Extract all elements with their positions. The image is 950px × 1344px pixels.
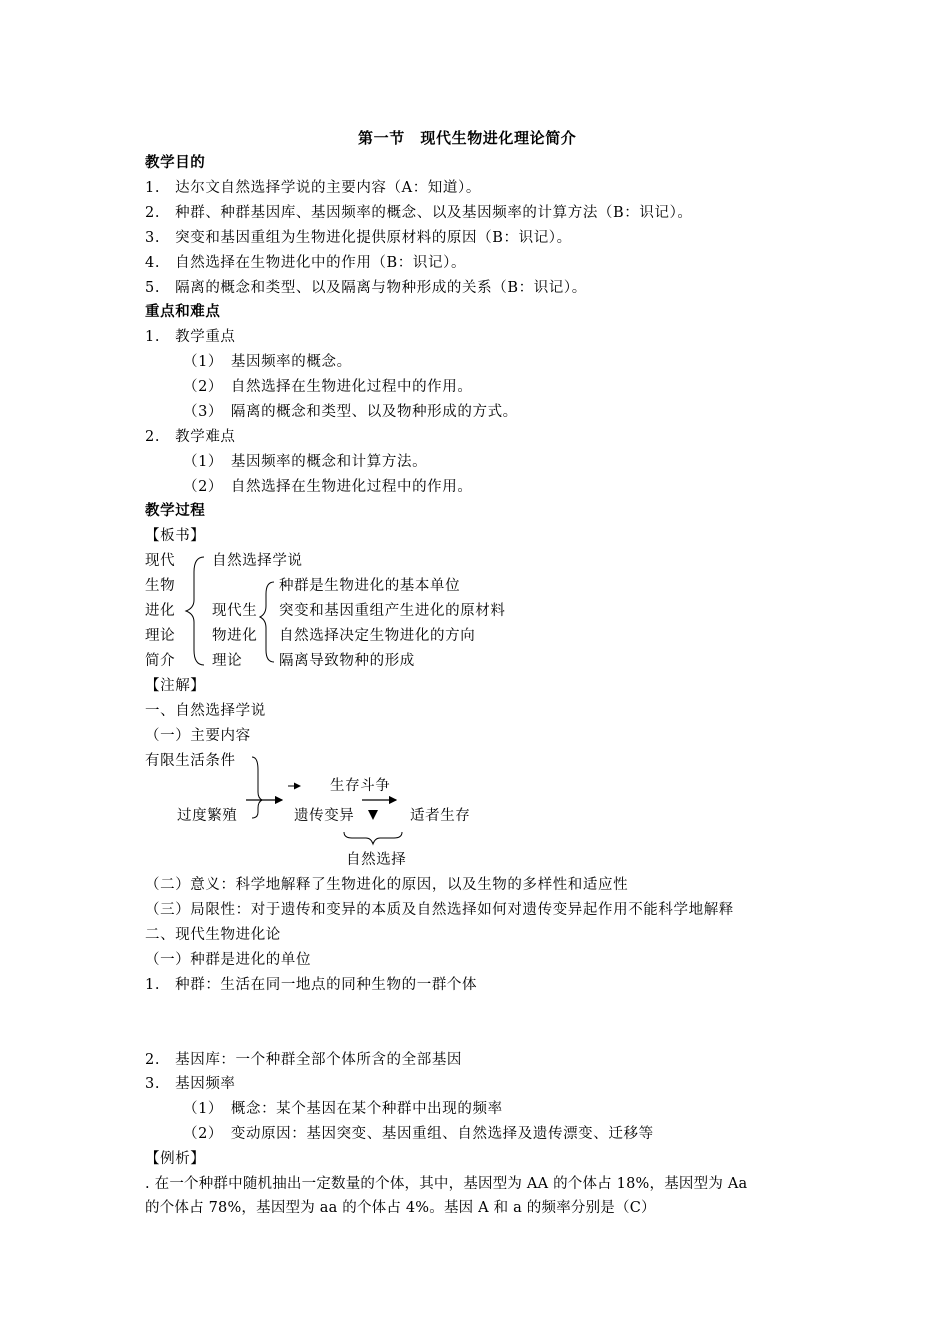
- example-text: 的个体占 78%，基因型为 aa 的个体占 4%。基因 A 和 a 的频率分别是（C）: [145, 1200, 656, 1216]
- difficulty-item: （2） 自然选择在生物进化过程中的作用。: [183, 479, 473, 495]
- board-mid-text: 现代生: [212, 603, 258, 619]
- subsection-heading: （一）种群是进化的单位: [145, 952, 312, 968]
- notes-label: 【注解】: [145, 678, 206, 694]
- subsection-heading: （一）主要内容: [145, 728, 251, 744]
- survival-label: 适者生存: [410, 808, 471, 824]
- board-point: 突变和基因重组产生进化的原材料: [279, 603, 506, 619]
- board-natural-selection: 自然选择学说: [212, 553, 303, 569]
- struggle-label: 生存斗争: [330, 778, 391, 794]
- gene-pool-definition: 2. 基因库：一个种群全部个体所含的全部基因: [145, 1052, 463, 1068]
- selection-label: 自然选择: [346, 852, 407, 868]
- variation-label: 遗传变异: [294, 808, 355, 824]
- section-heading: 二、现代生物进化论: [145, 927, 281, 943]
- board-left-text: 简介: [145, 653, 176, 669]
- section-heading: 一、自然选择学说: [145, 703, 266, 719]
- objective-item: 5. 隔离的概念和类型、以及隔离与物种形成的关系（B：识记）。: [145, 280, 587, 296]
- over-reproduction-label: 过度繁殖: [177, 808, 238, 824]
- board-left-text: 生物: [145, 578, 176, 594]
- gene-frequency-item: （2） 变动原因：基因突变、基因重组、自然选择及遗传漂变、迁移等: [183, 1126, 654, 1142]
- population-definition: 1. 种群：生活在同一地点的同种生物的一群个体: [145, 977, 478, 993]
- board-label: 【板书】: [145, 528, 206, 544]
- board-point: 自然选择决定生物进化的方向: [279, 628, 476, 644]
- limited-conditions-label: 有限生活条件: [145, 753, 236, 769]
- objectives-heading: 教学目的: [145, 154, 206, 171]
- board-point: 种群是生物进化的基本单位: [279, 578, 461, 594]
- objective-item: 3. 突变和基因重组为生物进化提供原材料的原因（B：识记）。: [145, 230, 572, 246]
- objective-item: 1. 达尔文自然选择学说的主要内容（A：知道）。: [145, 180, 481, 196]
- right-brace: [260, 582, 274, 662]
- down-triangle: [368, 810, 378, 820]
- example-text: . 在一个种群中随机抽出一定数量的个体，其中，基因型为 AA 的个体占 18%，基因型为 Aa: [145, 1176, 748, 1192]
- objective-item: 2. 种群、种群基因库、基因频率的概念、以及基因频率的计算方法（B：识记）。: [145, 205, 693, 221]
- conditions-brace: [252, 757, 262, 818]
- limitation-text: （三）局限性：对于遗传和变异的本质及自然选择如何对遗传变异起作用不能科学地解释: [145, 902, 734, 918]
- process-heading: 教学过程: [145, 502, 206, 519]
- significance-text: （二）意义：科学地解释了生物进化的原因，以及生物的多样性和适应性: [145, 877, 629, 893]
- board-mid-text: 物进化: [212, 628, 258, 644]
- page-title: 第一节 现代生物进化理论简介: [358, 129, 577, 147]
- board-point: 隔离导致物种的形成: [279, 653, 415, 669]
- gene-frequency-item: （1） 概念：某个基因在某个种群中出现的频率: [183, 1101, 503, 1117]
- difficulty-item: （1） 基因频率的概念和计算方法。: [183, 454, 428, 470]
- focus-item: （2） 自然选择在生物进化过程中的作用。: [183, 379, 473, 395]
- focus-item: （3） 隔离的概念和类型、以及物种形成的方式。: [183, 404, 518, 420]
- selection-brace: [344, 832, 402, 844]
- focus-item: （1） 基因频率的概念。: [183, 354, 352, 370]
- example-label: 【例析】: [145, 1151, 206, 1167]
- key-points-heading: 重点和难点: [145, 303, 221, 320]
- board-left-text: 理论: [145, 628, 176, 644]
- board-mid-text: 理论: [212, 653, 243, 669]
- board-left-text: 进化: [145, 603, 176, 619]
- left-brace: [186, 557, 204, 665]
- gene-frequency-title: 3. 基因频率: [145, 1076, 236, 1092]
- focus-title: 1. 教学重点: [145, 329, 236, 345]
- objective-item: 4. 自然选择在生物进化中的作用（B：识记）。: [145, 255, 467, 271]
- board-left-text: 现代: [145, 553, 176, 569]
- difficulty-title: 2. 教学难点: [145, 429, 236, 445]
